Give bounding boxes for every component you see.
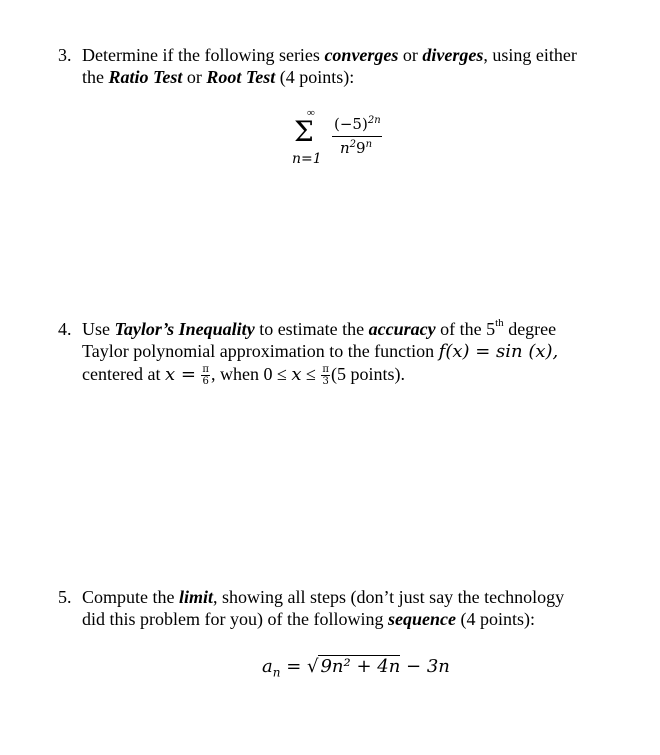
- fraction-pi-over-3: [321, 364, 330, 387]
- fraction-denominator: 3: [322, 376, 329, 388]
- text-span: , using either: [483, 45, 577, 65]
- variable-x: x: [291, 364, 302, 385]
- problem-4: [58, 318, 638, 387]
- denominator-n: n: [340, 139, 350, 157]
- series-denominator: [340, 139, 372, 157]
- text-span: Compute the: [82, 587, 179, 607]
- ordinal-superscript: th: [495, 317, 504, 329]
- text-span: Use: [82, 319, 115, 339]
- sigma-upper-limit: ∞: [307, 107, 315, 119]
- denominator-exp2: n: [365, 139, 373, 150]
- text-span: Taylor polynomial approximation to the function: [82, 341, 439, 361]
- text-span: (5 points).: [331, 364, 405, 384]
- text-span: to estimate the: [254, 319, 369, 339]
- text-span: degree: [503, 319, 557, 339]
- text-span: (4 points):: [455, 609, 535, 629]
- center-expression: x =: [164, 364, 196, 385]
- emphasis-accuracy: accuracy: [368, 319, 436, 339]
- problem-5-text: [82, 586, 638, 630]
- fraction-numerator: π: [202, 364, 209, 376]
- emphasis-sequence: sequence: [387, 609, 456, 629]
- radical-sign: √: [307, 656, 319, 677]
- text-span: Determine if the following series: [82, 45, 325, 65]
- text-span: the: [82, 67, 109, 87]
- equals-sign: =: [280, 656, 307, 677]
- problem-5: [58, 586, 638, 630]
- function-expression: f(x) = sin (x),: [438, 341, 559, 362]
- fraction-pi-over-6: [201, 364, 210, 387]
- emphasis-taylors-inequality: Taylor’s Inequality: [114, 319, 255, 339]
- radicand: 9n² + 4n: [320, 656, 401, 677]
- emphasis-converges: converges: [324, 45, 399, 65]
- numerator-base: (−5): [334, 115, 368, 133]
- text-span: , showing all steps (don’t just say the technology: [213, 587, 565, 607]
- denominator-9: 9: [356, 139, 366, 157]
- text-span: or: [398, 45, 423, 65]
- problem-number: 3.: [58, 45, 72, 65]
- sequence-subscript: n: [272, 665, 281, 680]
- text-span: ≤: [301, 364, 316, 384]
- text-span: (4 points):: [275, 67, 355, 87]
- denominator-exp1: 2: [349, 139, 357, 150]
- series-formula: [290, 107, 410, 177]
- sigma-symbol: Σ: [294, 115, 314, 148]
- text-span: of the 5: [435, 319, 496, 339]
- emphasis-diverges: diverges: [422, 45, 484, 65]
- fraction-bar: [332, 136, 382, 137]
- emphasis-root-test: Root Test: [206, 67, 276, 87]
- sequence-a: a: [262, 656, 273, 677]
- emphasis-limit: limit: [179, 587, 214, 607]
- text-span: , when 0 ≤: [211, 364, 292, 384]
- problem-3-text: [82, 44, 638, 88]
- text-span: centered at: [82, 364, 165, 384]
- emphasis-ratio-test: Ratio Test: [108, 67, 183, 87]
- fraction-denominator: 6: [202, 376, 209, 388]
- text-span: or: [182, 67, 207, 87]
- fraction-numerator: π: [322, 364, 329, 376]
- formula-tail: − 3n: [400, 656, 450, 677]
- series-numerator: [334, 115, 381, 133]
- numerator-exponent: 2n: [367, 115, 381, 126]
- problem-4-text: [82, 318, 638, 387]
- sequence-formula: [262, 655, 450, 680]
- sigma-lower-limit: n=1: [292, 151, 322, 167]
- problem-number: 5.: [58, 587, 72, 607]
- problem-3: [58, 44, 638, 88]
- problem-number: 4.: [58, 319, 72, 339]
- text-span: did this problem for you) of the following: [82, 609, 388, 629]
